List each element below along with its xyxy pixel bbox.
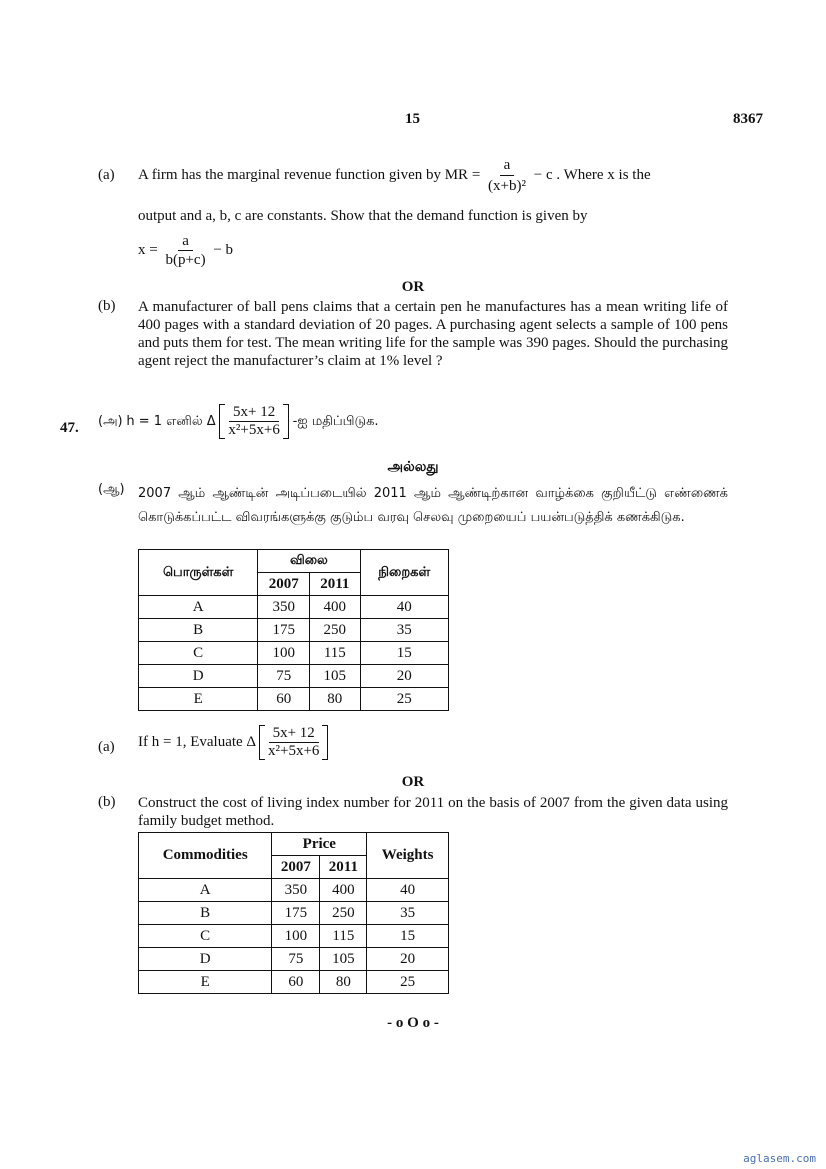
table-cell: E bbox=[139, 971, 272, 994]
table-row bbox=[139, 879, 449, 902]
q46-a-label: (a) bbox=[98, 167, 115, 183]
text: A firm has the marginal revenue function given by MR = bbox=[138, 166, 481, 183]
paper-code: 8367 bbox=[733, 111, 763, 127]
table-cell: 40 bbox=[360, 596, 449, 619]
table-cell: D bbox=[139, 948, 272, 971]
header-item: Commodities bbox=[139, 833, 272, 879]
fraction bbox=[228, 404, 279, 439]
table-cell: 40 bbox=[367, 879, 449, 902]
table-cell: 400 bbox=[320, 879, 367, 902]
english-data-table bbox=[138, 832, 449, 994]
denominator: x²+5x+6 bbox=[228, 422, 280, 438]
table-cell: 350 bbox=[272, 879, 320, 902]
denominator: x²+5x+6 bbox=[268, 743, 320, 759]
table-cell: 250 bbox=[320, 902, 367, 925]
q46-b-text: A manufacturer of ball pens claims that a certain pen he manufactures has a mean writing life of 400 pages with a standard deviation of 20 pages. A purchasing agent selects a sample of 100 pens and puts them for test. The mean writing life for the sample was 390 pages. Should the purchasing agent reject the manufacturer’s claim at 1% level ? bbox=[138, 299, 729, 369]
table-row bbox=[139, 688, 449, 711]
q47-ta-a bbox=[98, 404, 379, 439]
table-cell: E bbox=[139, 688, 258, 711]
table-cell: A bbox=[139, 596, 258, 619]
table-row bbox=[139, 619, 449, 642]
table-row bbox=[139, 902, 449, 925]
q47-b-text: Construct the cost of living index number for 2011 on the basis of 2007 from the given data using family budget method. bbox=[138, 795, 728, 829]
table-cell: A bbox=[139, 879, 272, 902]
table-row bbox=[139, 596, 449, 619]
table-cell: 35 bbox=[360, 619, 449, 642]
q47-b-label: (b) bbox=[98, 794, 116, 810]
text: -ஐ மதிப்பிடுக. bbox=[292, 413, 379, 429]
table-cell: 115 bbox=[320, 925, 367, 948]
numerator: 5x+ 12 bbox=[269, 725, 319, 743]
table-cell: 80 bbox=[320, 971, 367, 994]
q46-a-demand bbox=[138, 232, 728, 269]
header-2007: 2007 bbox=[272, 856, 320, 879]
q46-a-line1 bbox=[138, 155, 728, 196]
table-cell: 115 bbox=[310, 642, 360, 665]
q46-b-label: (b) bbox=[98, 298, 116, 314]
mr-fraction bbox=[488, 155, 526, 196]
table-cell: 20 bbox=[367, 948, 449, 971]
table-cell: 105 bbox=[320, 948, 367, 971]
header-2007: 2007 bbox=[258, 573, 310, 596]
header-item: பொருள்கள் bbox=[139, 550, 258, 596]
table-cell: 60 bbox=[258, 688, 310, 711]
numerator: a bbox=[500, 155, 515, 176]
page-number: 15 bbox=[405, 111, 420, 127]
table-cell: 175 bbox=[272, 902, 320, 925]
table-cell: 400 bbox=[310, 596, 360, 619]
header-price: விலை bbox=[258, 550, 360, 573]
table-cell: C bbox=[139, 642, 258, 665]
table-cell: 75 bbox=[258, 665, 310, 688]
table-cell: 15 bbox=[360, 642, 449, 665]
table-cell: 105 bbox=[310, 665, 360, 688]
q46-a-line2: output and a, b, c are constants. Show that the demand function is given by bbox=[138, 208, 588, 224]
q47-a-label: (a) bbox=[98, 739, 115, 755]
numerator: a bbox=[178, 232, 193, 251]
table-cell: B bbox=[139, 902, 272, 925]
table-cell: 15 bbox=[367, 925, 449, 948]
table-cell: 80 bbox=[310, 688, 360, 711]
question-number: 47. bbox=[60, 420, 79, 436]
table-cell: D bbox=[139, 665, 258, 688]
header-price: Price bbox=[272, 833, 367, 856]
table-cell: C bbox=[139, 925, 272, 948]
header-2011: 2011 bbox=[310, 573, 360, 596]
table-row bbox=[139, 948, 449, 971]
table-body bbox=[139, 879, 449, 994]
watermark: aglasem.com bbox=[743, 1152, 816, 1165]
text: − b bbox=[213, 241, 234, 258]
text: − c . Where x is the bbox=[533, 166, 651, 183]
q47-ta-b-text: 2007 ஆம் ஆண்டின் அடிப்படையில் 2011 ஆம் ஆண்டிற்கான வாழ்க்கை குறியீட்டு எண்ணைக் கொடுக்கப்பட்ட விவரங்களுக்கு குடும்ப வரவு செலவு முறையைப் பயன்படுத்திக் கணக்கிடுக. bbox=[138, 486, 728, 525]
table-cell: 250 bbox=[310, 619, 360, 642]
text: h = 1 எனில் Δ bbox=[126, 413, 216, 429]
table-cell: 75 bbox=[272, 948, 320, 971]
q47-ta-b-label: (ஆ) bbox=[98, 482, 125, 497]
denominator: (x+b)² bbox=[488, 178, 526, 194]
table-cell: 350 bbox=[258, 596, 310, 619]
end-mark: - o O o - bbox=[387, 1015, 439, 1031]
numerator: 5x+ 12 bbox=[229, 404, 279, 422]
fraction bbox=[268, 725, 319, 760]
table-row bbox=[139, 665, 449, 688]
tamil-or: அல்லது bbox=[387, 459, 439, 475]
table-cell: 25 bbox=[360, 688, 449, 711]
tamil-data-table bbox=[138, 549, 449, 711]
table-cell: 100 bbox=[258, 642, 310, 665]
denominator: b(p+c) bbox=[165, 252, 206, 268]
label: (அ) bbox=[98, 413, 123, 429]
table-row bbox=[139, 925, 449, 948]
table-row bbox=[139, 642, 449, 665]
header-2011: 2011 bbox=[320, 856, 367, 879]
table-cell: B bbox=[139, 619, 258, 642]
table-cell: 25 bbox=[367, 971, 449, 994]
table-cell: 20 bbox=[360, 665, 449, 688]
table-cell: 100 bbox=[272, 925, 320, 948]
bracket-expression bbox=[219, 404, 288, 439]
table-cell: 175 bbox=[258, 619, 310, 642]
text: x = bbox=[138, 241, 158, 258]
header-weight: நிறைகள் bbox=[360, 550, 449, 596]
or-divider: OR bbox=[401, 774, 425, 790]
demand-fraction bbox=[165, 232, 205, 269]
table-cell: 60 bbox=[272, 971, 320, 994]
table-cell: 35 bbox=[367, 902, 449, 925]
header-weight: Weights bbox=[367, 833, 449, 879]
table-row bbox=[139, 971, 449, 994]
or-divider: OR bbox=[401, 279, 425, 295]
text: If h = 1, Evaluate Δ bbox=[138, 733, 256, 750]
bracket-expression bbox=[259, 725, 328, 760]
q47-a-text bbox=[138, 725, 328, 760]
table-body bbox=[139, 596, 449, 711]
